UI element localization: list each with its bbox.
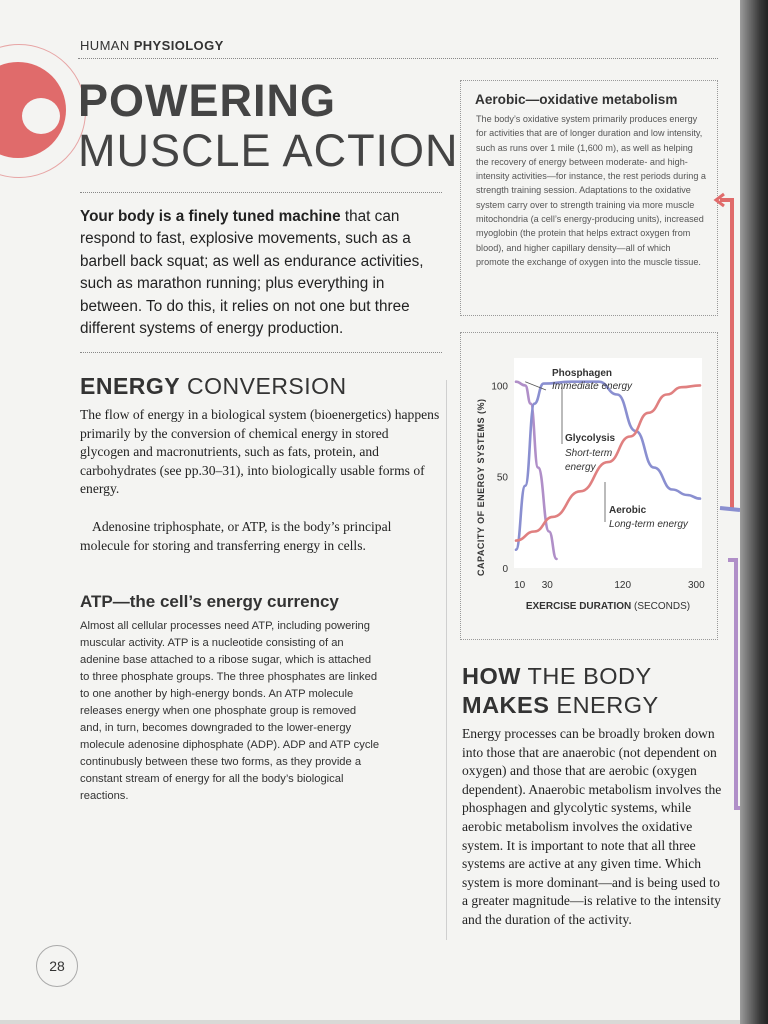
- how-paragraph: Energy processes can be broadly broken down into those that are anaerobic (not dependent on oxygen) and those that are aerobic (oxygen dependent). Anaerobic metabolism involves the phosphagen and glycolytic systems, while aerobic metabolism involves the oxidative system. It is important to note that all three systems are active at any given time. Which system is more dominant—and is being used to a greater magnitude—is relative to the intensity and the duration of the activity.: [462, 726, 722, 927]
- title-rule: [80, 192, 442, 193]
- aerobic-title: Aerobic—oxidative metabolism: [475, 92, 678, 107]
- y-tick-labels: [491, 381, 508, 575]
- x-tick-labels: [514, 580, 705, 591]
- label-aerobic: Aerobic: [609, 505, 647, 516]
- intro-paragraph: Your body is a finely tuned machine that can respond to fast, explosive movements, such as a barbell back squat; as well as endurance activities, such as marathon running; plus everything in between. To do this, it relies on not one but three different systems of energy production.: [80, 208, 424, 338]
- atp-heading: ATP—the cell’s energy currency: [80, 592, 339, 611]
- x-tick-30: 30: [541, 580, 553, 591]
- aerobic-paragraph: The body’s oxidative system primarily produces energy for activities that are of longer duration and low intensity, such as runs over 1 mile (1,600 m), as well as helping the recovery of energy between moderate- and high-intensity activities—for instance, the rest periods during a strength training session. Adaptations to the oxidative system carry over to strength training via more muscle mitochondria (a cell’s energy-producing units), increased myoglobin (the protein that helps extract oxygen from blood), and higher capillary density—all of which promote the exchange of oxygen into the muscle tissue.: [476, 114, 706, 267]
- label-phosphagen: Phosphagen: [552, 368, 613, 379]
- y-tick-50: 50: [496, 472, 508, 484]
- intro-rule: [80, 352, 442, 353]
- section-label: HUMAN PHYSIOLOGY: [80, 38, 224, 53]
- chart-ylabel: CAPACITY OF ENERGY SYSTEMS (%): [476, 398, 486, 576]
- x-tick-120: 120: [614, 580, 632, 591]
- label-glycolysis-sub2: energy: [565, 462, 596, 473]
- energy-systems-chart: [466, 340, 718, 640]
- muscle-arm-icon: [22, 98, 60, 134]
- y-tick-100: 100: [491, 381, 508, 393]
- atp-paragraph: Almost all cellular processes need ATP, including powering muscular activity. ATP is a nucleotide consisting of an adenine base attached to a ribose sugar, which is attached to three phosphate groups. The three phosphates are linked to one another by high-energy bonds. An ATP molecule releases energy when one phosphate group is removed and, in turn, becomes downgraded to the lower-energy molecule adenosine diphosphate (ADP). ADP and ATP cycle continubusly between these two forms, as they provide a constant stream of energy for all the body’s biological reactions.: [80, 620, 380, 802]
- label-glycolysis: Glycolysis: [565, 433, 616, 444]
- label-phosphagen-sub: Immediate energy: [552, 381, 633, 392]
- margin-connector-lines: [700, 180, 740, 820]
- how-heading: HOW THE BODY MAKES ENERGY: [462, 663, 659, 718]
- x-tick-300: 300: [687, 580, 705, 591]
- page-title-line1: POWERING: [78, 75, 337, 126]
- page-gutter: [740, 0, 768, 1024]
- x-tick-10: 10: [514, 580, 526, 591]
- y-tick-0: 0: [502, 564, 508, 575]
- energy-paragraph-2: Adenosine triphosphate, or ATP, is the body’s principal molecule for storing and transferring energy in cells.: [80, 519, 392, 553]
- column-divider: [446, 380, 447, 940]
- energy-paragraph-1: The flow of energy in a biological system (bioenergetics) happens primarily by the conversion of chemical energy in stored glycogen and macronutrients, such as fats, protein, and carbohydrates (see pp.30–31), into biologically usable forms of energy.: [80, 407, 440, 497]
- page-title-line2: MUSCLE ACTION: [78, 125, 459, 176]
- chart-xlabel: EXERCISE DURATION (SECONDS): [525, 601, 691, 612]
- label-aerobic-sub: Long-term energy: [609, 519, 688, 530]
- header-rule: [78, 58, 718, 59]
- label-glycolysis-sub1: Short-term: [565, 448, 613, 459]
- page-number: 28: [36, 945, 78, 987]
- energy-conversion-heading: ENERGY CONVERSION: [80, 373, 347, 399]
